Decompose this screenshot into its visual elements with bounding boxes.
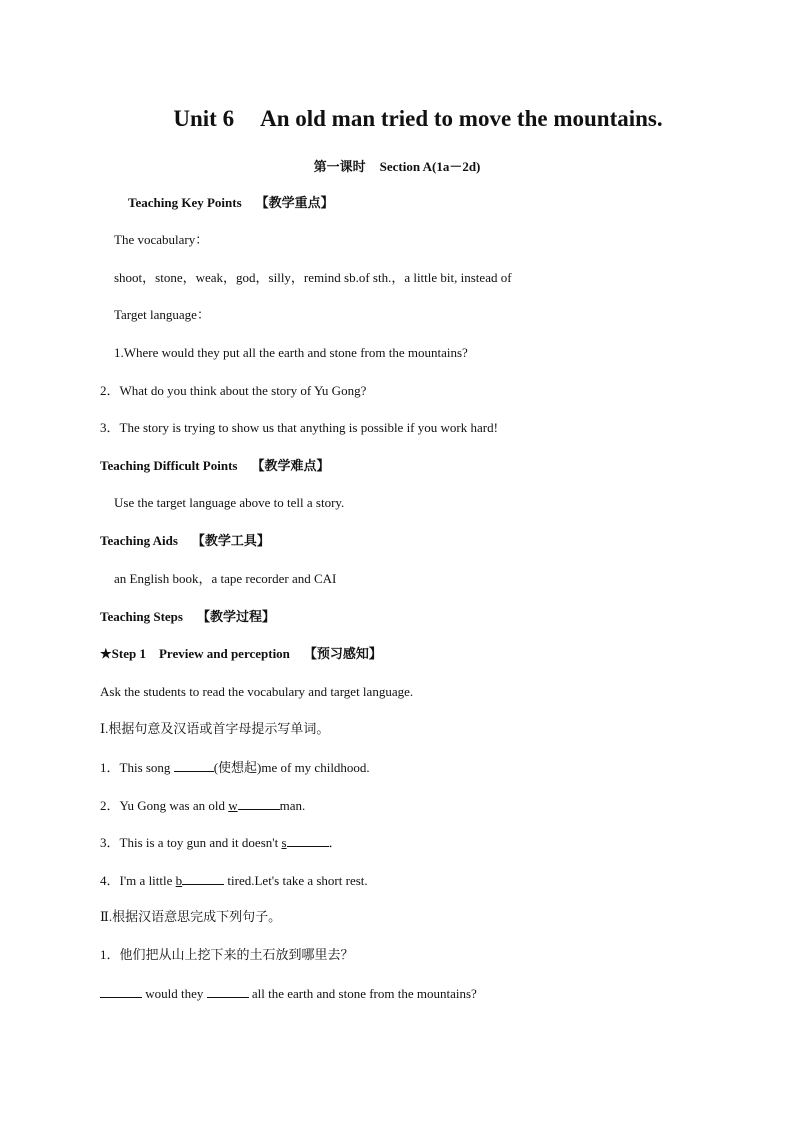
item-initial-letter: s: [281, 835, 287, 850]
step1-tag: 【预习感知】: [303, 646, 382, 661]
section-label: Section A(1a－2d): [379, 159, 481, 174]
exercise-item: [100, 872, 368, 889]
item-text: ．: [328, 835, 342, 850]
teaching-aids-text: an English book，a tape recorder and CAI: [114, 571, 337, 586]
answer-blank[interactable]: [287, 834, 329, 847]
item-text: me of my childhood.: [261, 760, 370, 775]
exercise-item: [100, 759, 370, 776]
item-text: all the earth and stone from the mountains?: [248, 986, 477, 1001]
exercise-item: [100, 834, 342, 851]
item-text: man.: [279, 798, 306, 813]
difficult-points-title: Teaching Difficult Points: [100, 458, 238, 473]
target-language-label: Target language：: [114, 307, 210, 322]
teaching-steps-title: Teaching Steps: [100, 609, 183, 624]
teaching-aids-title: Teaching Aids: [100, 533, 178, 548]
teaching-steps-tag: 【教学过程】: [196, 609, 275, 624]
target-sentence-1: 1.Where would they put all the earth and stone from the mountains?: [114, 345, 468, 360]
step1-instruction: Ask the students to read the vocabulary and target language.: [100, 684, 414, 699]
unit-number: Unit 6: [173, 106, 235, 131]
key-points-tag: 【教学重点】: [255, 195, 334, 210]
answer-blank[interactable]: [207, 985, 249, 998]
vocabulary-list: shoot，stone，weak，god，silly，remind sb.of sth.，a little bit, instead of: [114, 270, 512, 285]
part2-answer-line-1: [100, 985, 477, 1002]
step1-heading: [100, 646, 382, 662]
difficult-points-heading: [100, 458, 330, 474]
difficult-points-tag: 【教学难点】: [251, 458, 330, 473]
key-points-heading: [128, 195, 334, 211]
teaching-aids-heading: [100, 533, 270, 549]
step1-title: ★Step 1 Preview and perception: [100, 646, 290, 661]
item-text: This song: [119, 760, 174, 775]
item-number: 1．: [100, 760, 120, 775]
item-initial-letter: b: [175, 873, 183, 888]
lesson-label: 第一课时: [313, 159, 366, 174]
item-text: would they: [142, 986, 207, 1001]
part1-heading: Ⅰ.根据句意及汉语或首字母提示写单词。: [100, 721, 330, 736]
answer-blank[interactable]: [238, 797, 280, 810]
item-number: 3．: [100, 835, 120, 850]
item-number: 2．: [100, 798, 120, 813]
target-sentence-2: 2．What do you think about the story of Yu Gong?: [100, 383, 367, 398]
part2-heading: Ⅱ.根据汉语意思完成下列句子。: [100, 909, 282, 924]
page-title: [0, 104, 794, 134]
teaching-aids-tag: 【教学工具】: [191, 533, 270, 548]
difficult-points-text: Use the target language above to tell a story.: [114, 495, 345, 510]
item-number: 4．: [100, 873, 120, 888]
item-text: Yu Gong was an old: [119, 798, 229, 813]
item-initial-letter: w: [228, 798, 238, 813]
exercise-item: [100, 797, 305, 814]
item-hint: (使想起): [213, 760, 262, 775]
target-sentence-3: 3．The story is trying to show us that anything is possible if you work hard!: [100, 420, 498, 435]
lesson-subtitle: [0, 156, 794, 175]
vocabulary-label: The vocabulary：: [114, 232, 209, 247]
answer-blank[interactable]: [100, 985, 142, 998]
answer-blank[interactable]: [182, 872, 224, 885]
unit-title: An old man tried to move the mountains.: [260, 106, 663, 131]
part2-question-1: 1．他们把从山上挖下来的土石放到哪里去？: [100, 947, 354, 962]
item-text: This is a toy gun and it doesn't: [119, 835, 282, 850]
key-points-title: Teaching Key Points: [128, 195, 242, 210]
item-text: tired.Let's take a short rest.: [224, 873, 368, 888]
item-text: I'm a little: [119, 873, 176, 888]
teaching-steps-heading: [100, 609, 275, 625]
answer-blank[interactable]: [174, 759, 214, 772]
